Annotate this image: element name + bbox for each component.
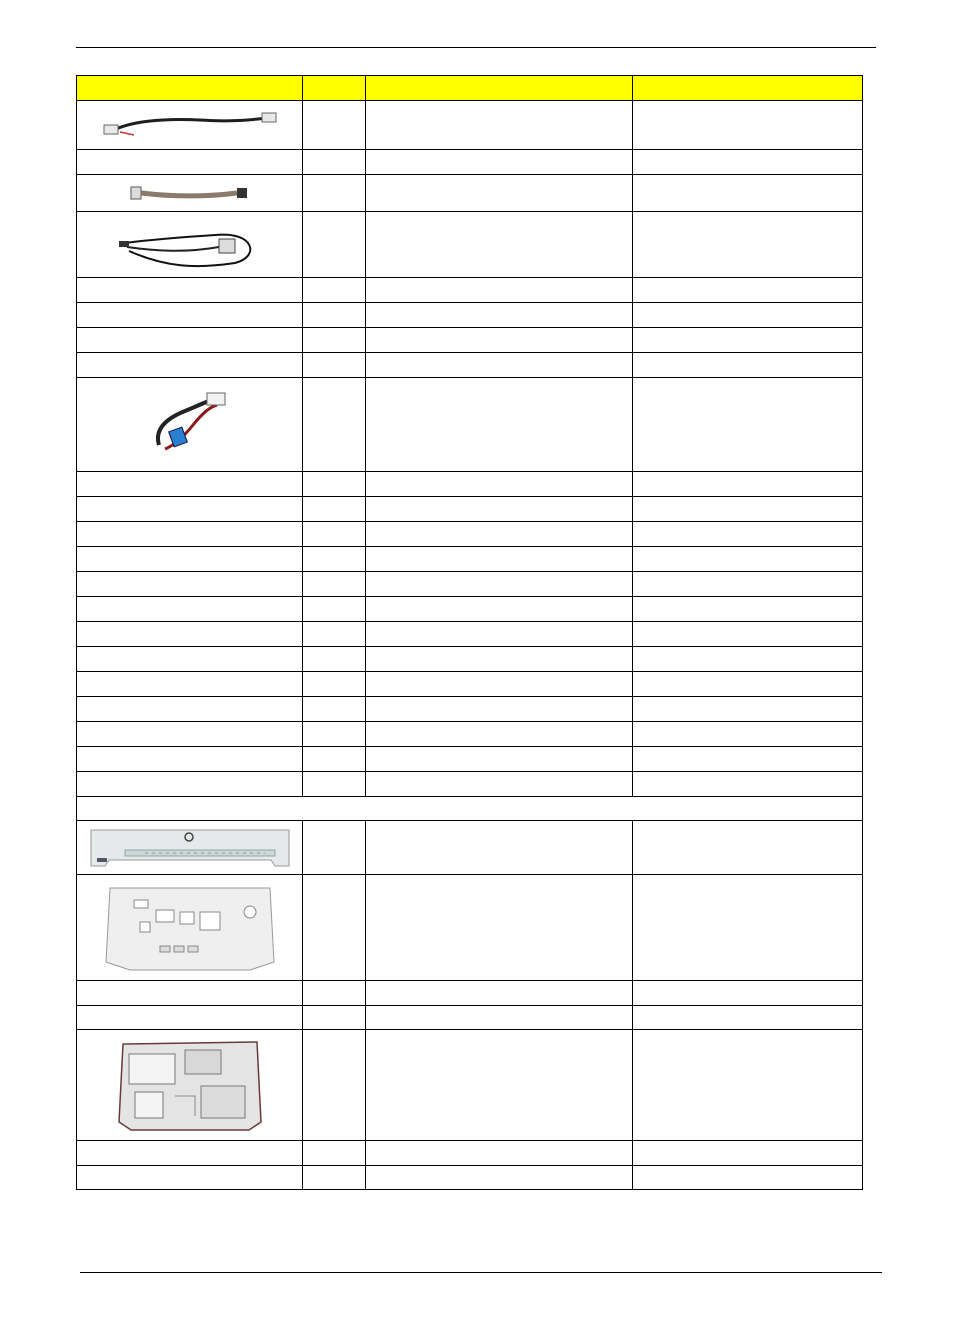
- section-label: [77, 797, 863, 821]
- antenna-cable-icon: [115, 217, 265, 273]
- middle-cover-icon: [85, 826, 295, 870]
- picture-cell: [77, 821, 303, 875]
- header-rule: [76, 47, 876, 48]
- parts-table: [76, 75, 863, 1190]
- table-row: [77, 1141, 863, 1166]
- table-row: [77, 522, 863, 547]
- picture-cell: [77, 175, 303, 212]
- header-picture: [77, 76, 303, 101]
- table-row: [77, 1030, 863, 1141]
- table-row: [77, 572, 863, 597]
- picture-cell: [77, 1030, 303, 1141]
- table-row: [77, 150, 863, 175]
- table-row: [77, 722, 863, 747]
- table-row: [77, 597, 863, 622]
- table-row: [77, 1166, 863, 1190]
- table-row: [77, 821, 863, 875]
- table-row: [77, 212, 863, 278]
- header-partname: [366, 76, 633, 101]
- table-row: [77, 672, 863, 697]
- table-header-row: [77, 76, 863, 101]
- table-row: [77, 328, 863, 353]
- palmrest-upper-case-icon: [100, 882, 280, 974]
- table-row: [77, 278, 863, 303]
- picture-cell: [77, 101, 303, 150]
- footer-rule: [80, 1272, 882, 1273]
- table-row: [77, 1006, 863, 1030]
- table-row: [77, 747, 863, 772]
- dc-in-jack-cable-icon: [145, 385, 235, 465]
- table-row: [77, 772, 863, 797]
- table-row: [77, 353, 863, 378]
- table-row: [77, 697, 863, 722]
- cable-harness-icon: [100, 108, 280, 142]
- header-no: [303, 76, 366, 101]
- section-row: [77, 797, 863, 821]
- table-row: [77, 547, 863, 572]
- picture-cell: [77, 378, 303, 472]
- table-row: [77, 303, 863, 328]
- table-row: [77, 101, 863, 150]
- table-row: [77, 622, 863, 647]
- header-partnumber: [633, 76, 863, 101]
- picture-cell: [77, 875, 303, 981]
- table-row: [77, 378, 863, 472]
- table-row: [77, 175, 863, 212]
- table-row: [77, 497, 863, 522]
- table-row: [77, 647, 863, 672]
- table-row: [77, 875, 863, 981]
- flat-cable-icon: [125, 181, 255, 205]
- table-row: [77, 472, 863, 497]
- table-row: [77, 981, 863, 1006]
- lower-case-icon: [115, 1036, 265, 1134]
- picture-cell: [77, 212, 303, 278]
